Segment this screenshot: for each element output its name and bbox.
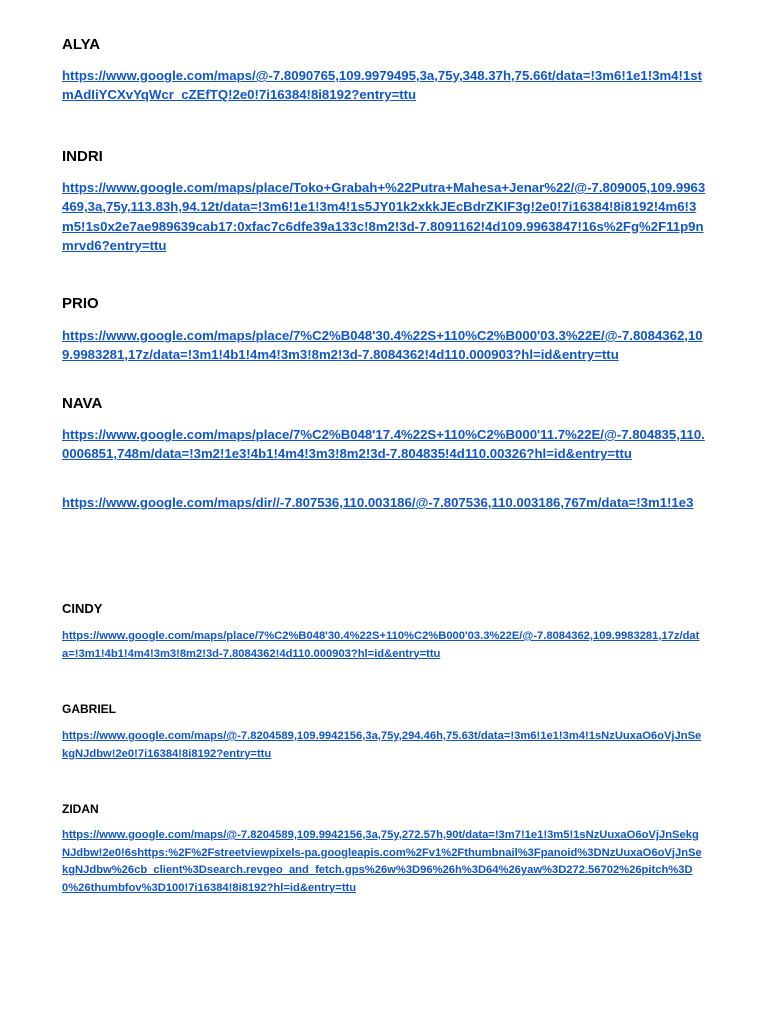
map-link-zidan[interactable]: https://www.google.com/maps/@-7.8204589,109.9942156,3a,75y,272.57h,90t/data=!3m7!1e1!3m5!1sNzUuxaO6oVjJnSekgNJdbw!2e0!6shttps:%2F%2Fstreetviewpixels-pa.googleapis.com%2Fv1%2Fthumbnail%3Fpanoid%3DNzUuxaO6oVjJnSekgNJdbw%26cb_client%3Dsearch.revgeo_and_fetch.gps%26w%3D96%26h%3D64%26yaw%3D272.56702%26pitch%3D0%26thumbfov%3D100!7i16384!8i8192?hl=id&entry=ttu	[62, 829, 702, 894]
person-name-gabriel: GABRIEL	[62, 702, 116, 716]
person-name-nava: NAVA	[62, 395, 103, 412]
map-link-nava-2[interactable]: https://www.google.com/maps/dir//-7.807536,110.003186/@-7.807536,110.003186,767m/data=!3m1!1e3	[62, 495, 694, 510]
person-name-indri: INDRI	[62, 148, 103, 165]
map-link-cindy[interactable]: https://www.google.com/maps/place/7%C2%B048'30.4%22S+110%C2%B000'03.3%22E/@-7.8084362,109.9983281,17z/data=!3m1!4b1!4m4!3m3!8m2!3d-7.8084362!4d110.000903?hl=id&entry=ttu	[62, 630, 700, 660]
map-link-prio[interactable]: https://www.google.com/maps/place/7%C2%B048'30.4%22S+110%C2%B000'03.3%22E/@-7.8084362,109.9983281,17z/data=!3m1!4b1!4m4!3m3!8m2!3d-7.8084362!4d110.000903?hl=id&entry=ttu	[62, 328, 703, 363]
map-link-indri[interactable]: https://www.google.com/maps/place/Toko+Grabah+%22Putra+Mahesa+Jenar%22/@-7.809005,109.9963469,3a,75y,113.83h,94.12t/data=!3m6!1e1!3m4!1s5JY01k2xkkJEcBdrZKIF3g!2e0!7i16384!8i8192!4m6!3m5!1s0x2e7ae989639cab17:0xfac7c6dfe39a133c!8m2!3d-7.8091162!4d109.9963847!16s%2Fg%2F11p9nmrvd6?entry=ttu	[62, 180, 706, 253]
map-link-gabriel[interactable]: https://www.google.com/maps/@-7.8204589,109.9942156,3a,75y,294.46h,75.63t/data=!3m6!1e1!3m4!1sNzUuxaO6oVjJnSekgNJdbw!2e0!7i16384!8i8192?entry=ttu	[62, 730, 702, 760]
map-link-alya[interactable]: https://www.google.com/maps/@-7.8090765,109.9979495,3a,75y,348.37h,75.66t/data=!3m6!1e1!3m4!1stmAdIiYCXvYqWcr_cZEfTQ!2e0!7i16384!8i8192?entry=ttu	[62, 68, 702, 103]
person-name-alya: ALYA	[62, 36, 101, 53]
person-name-prio: PRIO	[62, 295, 99, 312]
person-name-cindy: CINDY	[62, 601, 103, 616]
person-name-zidan: ZIDAN	[62, 802, 99, 816]
map-link-nava-1[interactable]: https://www.google.com/maps/place/7%C2%B048'17.4%22S+110%C2%B000'11.7%22E/@-7.804835,110.0006851,748m/data=!3m2!1e3!4b1!4m4!3m3!8m2!3d-7.804835!4d110.00326?hl=id&entry=ttu	[62, 427, 705, 462]
